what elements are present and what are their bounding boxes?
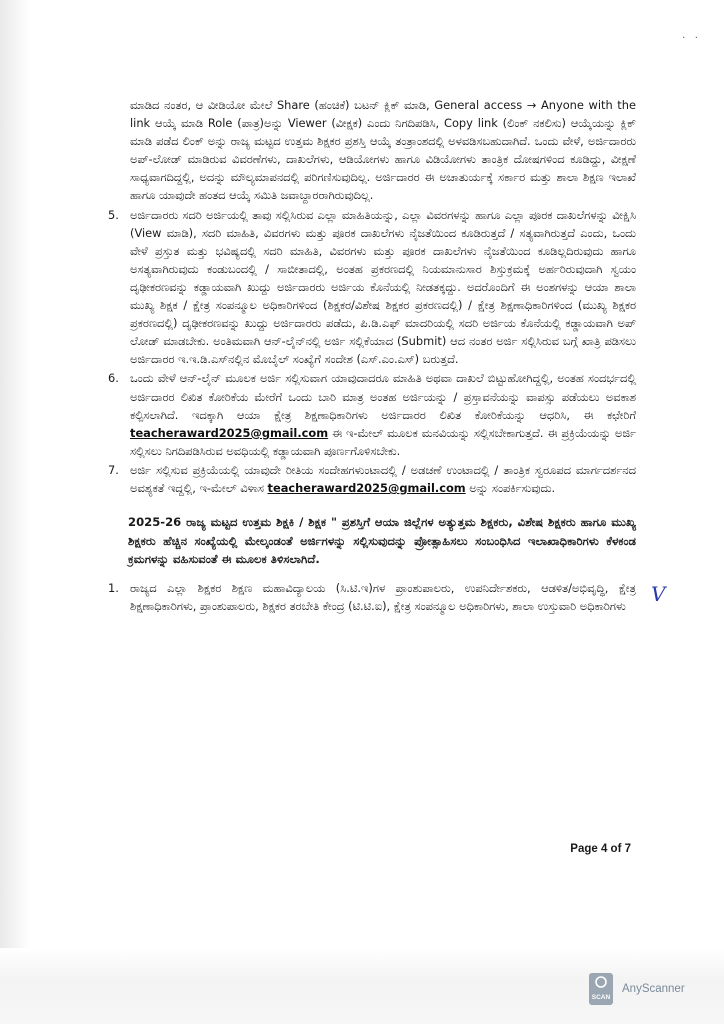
item-number: 1.: [108, 580, 119, 595]
scan-shadow-left: [0, 0, 30, 1024]
intro-paragraph: ಮಾಡಿದ ನಂತರ, ಆ ವೀಡಿಯೋ ಮೇಲೆ Share (ಹಂಚಿಕೆ) ಬಟನ್ ಕ್ಲಿಕ್ ಮಾಡಿ, General access → Anyone with the link ಆಯ್ಕೆ ಮಾಡಿ Role (ಪಾತ್ರ)ಅನ್ನು Viewer (ವೀಕ್ಷಕ) ಎಂದು ನಿಗದಿಪಡಿಸಿ, Copy link (ಲಿಂಕ್ ನಕಲಿಸು) ಆಯ್ಕೆಯನ್ನು ಕ್ಲಿಕ್ ಮಾಡಿ ಪಡೆದ ಲಿಂಕ್ ಅನ್ನು ರಾಜ್ಯ ಮಟ್ಟದ ಉತ್ತಮ ಶಿಕ್ಷಕರ ಪ್ರಶಸ್ತಿ ಆಯ್ಕೆ ತಂತ್ರಾಂಶದಲ್ಲಿ ಅಳವಡಿಸಬಹುದಾಗಿದೆ. ಒಂದು ವೇಳೆ, ಅರ್ಜಿದಾರರು ಅಪ್-ಲೋಡ್ ಮಾಡಿರುವ ವಿವರಣೆಗಳು, ದಾಖಲೆಗಳು, ಆಡಿಯೋಗಳು ಹಾಗೂ ವಿಡಿಯೋಗಳು ತಾಂತ್ರಿಕ ದೋಷಗಳಿಂದ ಕೂಡಿದ್ದು, ವೀಕ್ಷಣೆ ಸಾಧ್ಯವಾಗದಿದ್ದಲ್ಲಿ, ಅದನ್ನು ಮೌಲ್ಯಮಾಪನದಲ್ಲಿ ಪರಿಗಣಿಸುವುದಿಲ್ಲ. ಅರ್ಜಿದಾರರ ಈ ಅಚಾತುರ್ಯಕ್ಕೆ ಸರ್ಕಾರ ಮತ್ತು ಶಾಲಾ ಶಿಕ್ಷಣ ಇಲಾಖೆ ಹಾಗೂ ಯಾವುದೇ ಹಂತದ ಆಯ್ಕೆ ಸಮಿತಿ ಜವಾಬ್ದಾರರಾಗಿರುವುದಿಲ್ಲ.: [130, 98, 636, 203]
item-number: 7.: [108, 462, 119, 477]
document-body: [108, 96, 636, 615]
scanner-logo-text: SCAN: [591, 994, 611, 1001]
page-number: Page 4 of 7: [570, 843, 631, 855]
list-item-5: [108, 206, 636, 369]
actions-list: [108, 579, 636, 615]
email-link[interactable]: teacheraward2025@gmail.com: [130, 425, 329, 440]
list-item-6: [108, 369, 636, 459]
scanner-logo-icon: [588, 972, 614, 1006]
item-number: 5.: [108, 207, 119, 222]
item-text-after: ಈ ಇ-ಮೇಲ್ ಮೂಲಕ ಮನವಿಯನ್ನು ಸಲ್ಲಿಸಬೇಕಾಗುತ್ತದೆ. ಈ ಪ್ರಕ್ರಿಯೆಯನ್ನು ಅರ್ಜಿ ಸಲ್ಲಿಸಲು ನಿಗದಿಪಡಿಸಿರುವ ಅವಧಿಯಲ್ಲಿ ಕಡ್ಡಾಯವಾಗಿ ಪೂರ್ಣಗೊಳಿಸಬೇಕು.: [130, 425, 636, 458]
scan-shadow-bottom: [0, 948, 724, 1024]
handwritten-tick-mark: V: [651, 582, 666, 606]
item-text-before: ಅರ್ಜಿ ಸಲ್ಲಿಸುವ ಪ್ರಕ್ರಿಯೆಯಲ್ಲಿ ಯಾವುದೇ ರೀತಿಯ ಸಂದೇಹಗಳುಂಟಾದಲ್ಲಿ / ಅಡಚಣೆ ಉಂಟಾದಲ್ಲಿ / ತಾಂತ್ರಿಕ ಸ್ವರೂಪದ ಮಾರ್ಗದರ್ಶನದ ಅವಶ್ಯಕತೆ ಇದ್ದಲ್ಲಿ, ಇ-ಮೇಲ್ ವಿಳಾಸ: [130, 462, 636, 495]
bold-directive-paragraph: 2025-26 ರಾಜ್ಯ ಮಟ್ಟದ ಉತ್ತಮ ಶಿಕ್ಷಕಿ / ಶಿಕ್ಷಕ " ಪ್ರಶಸ್ತಿಗೆ ಆಯಾ ಜಿಲ್ಲೆಗಳ ಅತ್ಯುತ್ತಮ ಶಿಕ್ಷಕರು, ವಿಶೇಷ ಶಿಕ್ಷಕರು ಹಾಗೂ ಮುಖ್ಯ ಶಿಕ್ಷಕರು ಹೆಚ್ಚಿನ ಸಂಖ್ಯೆಯಲ್ಲಿ ಮೇಲ್ಕಂಡಂತೆ ಅರ್ಜಿಗಳನ್ನು ಸಲ್ಲಿಸುವುದನ್ನು ಪ್ರೋತ್ಸಾಹಿಸಲು ಸಂಬಂಧಿಸಿದ ಇಲಾಖಾಧಿಕಾರಿಗಳು ಕೆಳಕಂಡ ಕ್ರಮಗಳನ್ನು ವಹಿಸುವಂತೆ ಈ ಮೂಲಕ ತಿಳಿಸಲಾಗಿದೆ.: [128, 515, 636, 567]
item-text-after: ಅನ್ನು ಸಂಪರ್ಕಿಸುವುದು.: [465, 480, 556, 495]
scanner-brand: AnyScanner: [622, 983, 685, 995]
email-link[interactable]: teacheraward2025@gmail.com: [267, 480, 466, 495]
item-text-before: ಒಂದು ವೇಳೆ ಆನ್-ಲೈನ್ ಮೂಲಕ ಅರ್ಜಿ ಸಲ್ಲಿಸುವಾಗ ಯಾವುದಾದರೂ ಮಾಹಿತಿ ಅಥವಾ ದಾಖಲೆ ಬಿಟ್ಟುಹೋಗಿದ್ದಲ್ಲಿ, ಅಂತಹ ಸಂದರ್ಭದಲ್ಲಿ ಅರ್ಜಿದಾರರ ಲಿಖಿತ ಕೋರಿಕೆಯ ಮೇರೆಗೆ ಒಂದು ಬಾರಿ ಮಾತ್ರ ಅಂತಹ ಅರ್ಜಿಯನ್ನು / ಪ್ರಸ್ತಾವನೆಯನ್ನು ವಾಪಸ್ಸು ಪಡೆಯಲು ಅವಕಾಶ ಕಲ್ಪಿಸಲಾಗಿದೆ. ಇದಕ್ಕಾಗಿ ಆಯಾ ಕ್ಷೇತ್ರ ಶಿಕ್ಷಣಾಧಿಕಾರಿಗಳು ಅರ್ಜಿದಾರರ ಲಿಖಿತ ಕೋರಿಕೆಯನ್ನು ಆಧರಿಸಿ, ಈ ಕಛೇರಿಗೆ: [130, 371, 636, 422]
scan-artifact-dots: . .: [682, 30, 698, 41]
item-text: ರಾಜ್ಯದ ಎಲ್ಲಾ ಶಿಕ್ಷಕರ ಶಿಕ್ಷಣ ಮಹಾವಿದ್ಯಾಲಯ (ಸಿ.ಟಿ.ಇ)ಗಳ ಪ್ರಾಂಶುಪಾಲರು, ಉಪನಿರ್ದೇಶಕರು, ಆಡಳಿತ/ಅಭಿವೃದ್ಧಿ, ಕ್ಷೇತ್ರ ಶಿಕ್ಷಣಾಧಿಕಾರಿಗಳು, ಪ್ರಾಂಶುಪಾಲರು, ಶಿಕ್ಷಕರ ತರಬೇತಿ ಕೇಂದ್ರ (ಟಿ.ಟಿ.ಐ), ಕ್ಷೇತ್ರ ಸಂಪನ್ಮೂಲ ಅಧಿಕಾರಿಗಳು, ಶಾಲಾ ಉಸ್ತುವಾರಿ ಅಧಿಕಾರಿಗಳು: [130, 580, 636, 613]
instructions-list: [108, 206, 636, 498]
item-text: ಅರ್ಜಿದಾರರು ಸದರಿ ಅರ್ಜಿಯಲ್ಲಿ ತಾವು ಸಲ್ಲಿಸಿರುವ ಎಲ್ಲಾ ಮಾಹಿತಿಯನ್ನು, ಎಲ್ಲಾ ವಿವರಗಳನ್ನು ಹಾಗೂ ಎಲ್ಲಾ ಪೂರಕ ದಾಖಲೆಗಳನ್ನು ವೀಕ್ಷಿಸಿ (View ಮಾಡಿ), ಸದರಿ ಮಾಹಿತಿ, ವಿವರಗಳು ಮತ್ತು ಪೂರಕ ದಾಖಲೆಗಳು ನೈಜತೆಯಿಂದ ಕೂಡಿರುತ್ತದೆ / ಸತ್ಯವಾಗಿರುತ್ತದೆ ಎಂದು, ಒಂದು ವೇಳೆ ಪ್ರಸ್ತುತ ಮತ್ತು ಭವಿಷ್ಯದಲ್ಲಿ ಸದರಿ ಮಾಹಿತಿ, ವಿವರಗಳು ಮತ್ತು ಪೂರಕ ದಾಖಲೆಗಳು ನೈಜತೆಯಿಂದ ಕೂಡಿಲ್ಲದಿರುವುದು ಹಾಗೂ ಅಸತ್ಯವಾಗಿರುವುದು ಕಂಡುಬಂದಲ್ಲಿ / ಸಾಬೀತಾದಲ್ಲಿ, ಅಂತಹ ಪ್ರಕರಣದಲ್ಲಿ ನಿಯಮಾನುಸಾರ ಶಿಸ್ತುಕ್ರಮಕ್ಕೆ ಅರ್ಹರಿರುವುದಾಗಿ ಸ್ವಯಂ ದೃಢೀಕರಣವನ್ನು ಕಡ್ಡಾಯವಾಗಿ ಖುದ್ದು ಅರ್ಜಿದಾರರು ಅರ್ಜಿಯ ಕೊನೆಯಲ್ಲಿ ನೀಡತಕ್ಕದ್ದು. ಅದರೊಂದಿಗೆ ಈ ಅಂಶಗಳನ್ನು ಆಯಾ ಶಾಲಾ ಮುಖ್ಯ ಶಿಕ್ಷಕ / ಕ್ಷೇತ್ರ ಸಂಪನ್ಮೂಲ ಅಧಿಕಾರಿಗಳಿಂದ (ಶಿಕ್ಷಕರ/ವಿಶೇಷ ಶಿಕ್ಷಕರ ಪ್ರಕರಣದಲ್ಲಿ) / ಕ್ಷೇತ್ರ ಶಿಕ್ಷಣಾಧಿಕಾರಿಗಳಿಂದ (ಮುಖ್ಯ ಶಿಕ್ಷಕರ ಪ್ರಕರಣದಲ್ಲಿ) ದೃಢೀಕರಣವನ್ನು ಖುದ್ದು ಅರ್ಜಿದಾರರು ಪಡೆದು, ಪಿ.ಡಿ.ಎಫ್ ಮಾದರಿಯಲ್ಲಿ ಸದರಿ ಅರ್ಜಿಯ ಕೊನೆಯಲ್ಲಿ ಕಡ್ಡಾಯವಾಗಿ ಅಪ್ ಲೋಡ್ ಮಾಡಬೇಕು. ಅಂತಿಮವಾಗಿ ಆನ್-ಲೈನ್‌ನಲ್ಲಿ ಅರ್ಜಿ ಸಲ್ಲಿಕೆಯಾದ (Submit) ಆದ ನಂತರ ಅರ್ಜಿ ಸಲ್ಲಿಸಿರುವ ಬಗ್ಗೆ ಖಾತ್ರಿ ಪಡಿಸಲು ಅರ್ಜಿದಾರರ ಇ.ಇ.ಡಿ.ಎಸ್‌ನಲ್ಲಿನ ಮೊಬೈಲ್ ಸಂಖ್ಯೆಗೆ ಸಂದೇಶ (ಎಸ್.ಎಂ.ಎಸ್) ಬರುತ್ತದೆ.: [130, 207, 636, 367]
list-item-7: [108, 461, 636, 497]
list-item-1: [108, 579, 636, 615]
item-number: 6.: [108, 371, 119, 386]
